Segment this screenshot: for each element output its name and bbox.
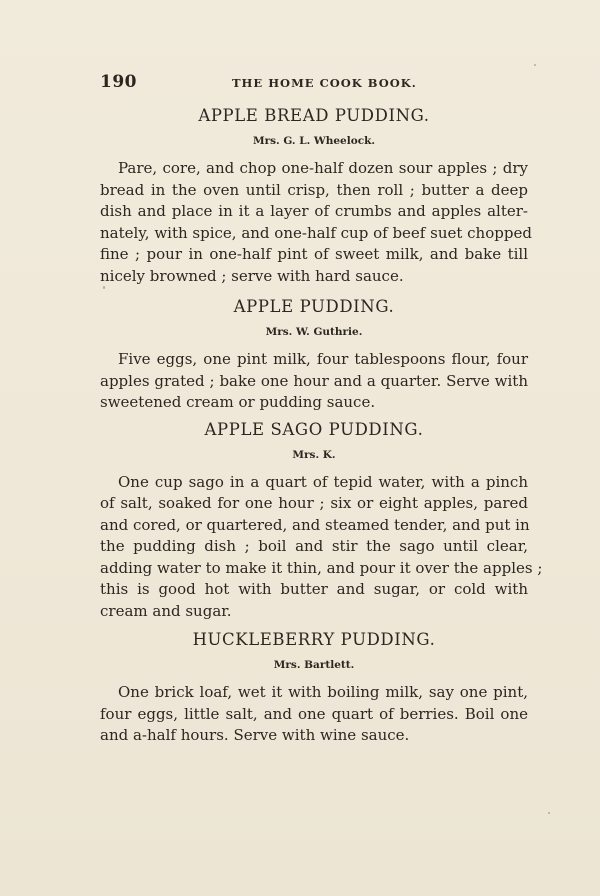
recipe-title: APPLE SAGO PUDDING. <box>204 419 424 439</box>
running-head: THE HOME COOK BOOK. <box>232 76 417 90</box>
recipe-text-line: Pare, core, and chop one-half dozen sour apples ; dry <box>118 159 528 177</box>
recipe-author: Mrs. Bartlett. <box>273 659 355 671</box>
recipe-title: APPLE PUDDING. <box>233 297 395 316</box>
recipe-text-line: Five eggs, one pint milk, four tablespoons flour, four <box>118 350 528 368</box>
recipe-text-line: sweetened cream or pudding sauce. <box>100 393 376 411</box>
recipe-title: APPLE BREAD PUDDING. <box>198 106 430 125</box>
recipe-author: Mrs. G. L. Wheelock. <box>252 135 376 147</box>
recipe-huckleberry-pudding <box>100 628 528 747</box>
paper-speck <box>548 812 550 814</box>
page-number: 190 <box>100 72 137 92</box>
recipe-text-line: bread in the oven until crisp, then roll ; butter a deep <box>100 180 528 199</box>
recipe-title: HUCKLEBERRY PUDDING. <box>192 630 436 649</box>
page-header <box>100 72 528 92</box>
recipe-text-line: of salt, soaked for one hour ; six or eight apples, pared <box>100 494 528 512</box>
recipe-text-line: cream and sugar. <box>100 601 232 620</box>
recipe-text-line: nately, with spice, and one-half cup of beef suet chopped <box>100 223 532 242</box>
recipe-apple-sago-pudding <box>100 418 543 623</box>
recipe-text-line: four eggs, little salt, and one quart of berries. Boil one <box>100 704 528 723</box>
recipe-text-line: dish and place in it a layer of crumbs and apples alter- <box>100 202 528 220</box>
recipe-text-line: adding water to make it thin, and pour it over the apples ; <box>100 558 543 577</box>
paper-speck <box>103 286 105 289</box>
recipe-text-line: the pudding dish ; boil and stir the sago until clear, <box>100 537 528 555</box>
recipe-apple-pudding <box>100 295 528 414</box>
recipe-apple-bread-pudding <box>100 104 532 287</box>
recipe-text-line: One cup sago in a quart of tepid water, with a pinch <box>118 472 528 491</box>
recipe-text-line: apples grated ; bake one hour and a quarter. Serve with <box>100 371 528 390</box>
page-content <box>100 104 543 747</box>
paper-speck <box>534 64 536 66</box>
recipe-text-line: and a-half hours. Serve with wine sauce. <box>100 726 410 744</box>
recipe-text-line: this is good hot with butter and sugar, or cold with <box>100 580 528 598</box>
recipe-text-line: fine ; pour in one-half pint of sweet milk, and bake till <box>100 245 528 263</box>
recipe-author: Mrs. K. <box>292 448 336 461</box>
recipe-text-line: nicely browned ; serve with hard sauce. <box>100 266 404 285</box>
recipe-text-line: and cored, or quartered, and steamed tender, and put in <box>100 515 530 534</box>
recipe-text-line: One brick loaf, wet it with boiling milk, say one pint, <box>118 683 528 701</box>
recipe-author: Mrs. W. Guthrie. <box>265 326 363 338</box>
